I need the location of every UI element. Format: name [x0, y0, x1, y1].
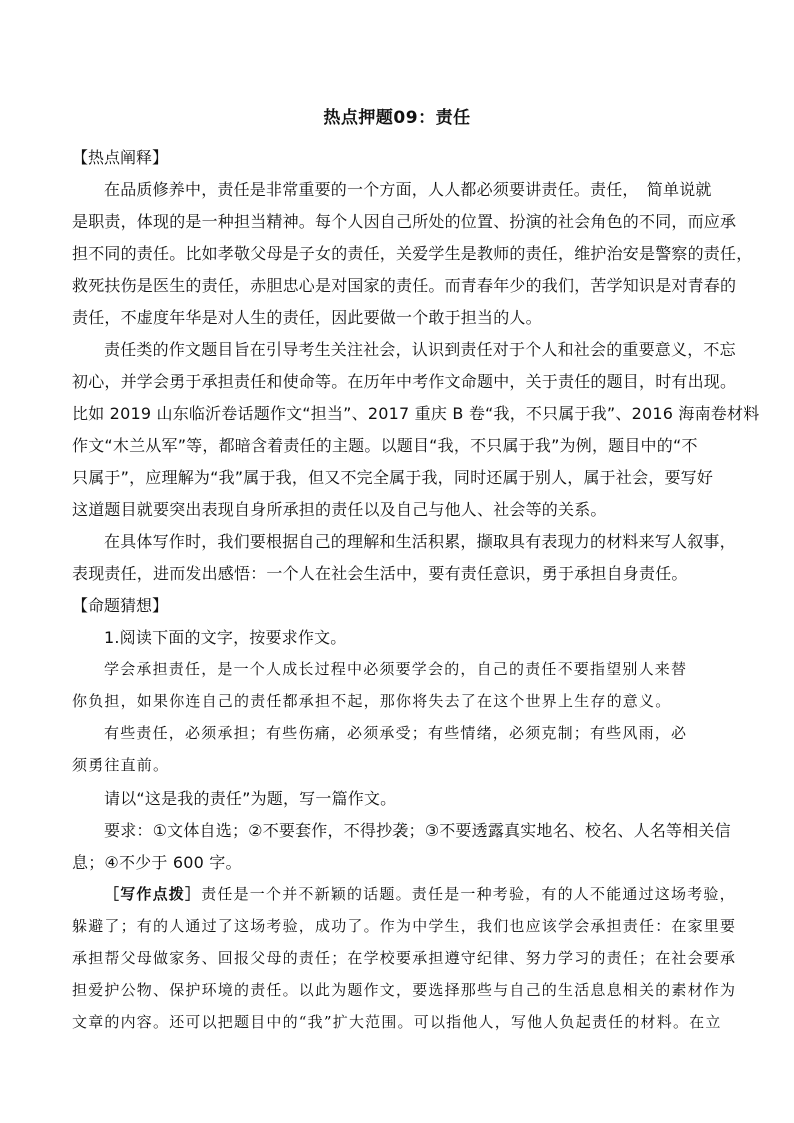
requirements-line: 息；④不少于 600 字。 — [72, 853, 242, 872]
paragraph-line: 是职责，体现的是一种担当精神。每个人因自己所处的位置、扮演的社会角色的不同，而应承 — [72, 212, 737, 231]
paragraph-line: 初心，并学会勇于承担责任和使命等。在历年中考作文命题中，关于责任的题目，时有出现。 — [72, 372, 737, 391]
paragraph-line: 责任类的作文题目旨在引导考生关注社会，认识到责任对于个人和社会的重要意义，不忘 — [104, 340, 736, 359]
paragraph-line: 在品质修养中，责任是非常重要的一个方面，人人都必须要讲责任。责任， 简单说就 — [104, 180, 712, 199]
writing-tips-text: 责任是一个并不新颖的话题。责任是一种考验，有的人不能通过这场考验， — [201, 885, 736, 903]
section-heading-guess: 【命题猜想】 — [72, 596, 169, 615]
writing-tips-line — [104, 883, 736, 904]
writing-tips-line: 文章的内容。还可以把题目中的“我”扩大范围。可以指他人，写他人负起责任的材料。在立 — [72, 1013, 722, 1031]
paragraph-line: 在具体写作时，我们要根据自己的理解和生活积累，撷取具有表现力的材料来写人叙事， — [104, 532, 736, 551]
requirements-line: 要求：①文体自选；②不要套作，不得抄袭；③不要透露真实地名、校名、人名等相关信 — [104, 821, 731, 840]
essay-prompt: 请以“这是我的责任”为题，写一篇作文。 — [104, 789, 397, 808]
question-number: 1.阅读下面的文字，按要求作文。 — [104, 628, 347, 647]
paragraph-line: 比如 2019 山东临沂卷话题作文“担当”、2017 重庆 B 卷“我，不只属于我”、2016 海南卷材料 — [72, 404, 760, 423]
paragraph-line: 这道题目就要突出表现自身所承担的责任以及自己与他人、社会等的关系。 — [72, 500, 607, 519]
paragraph-line: 责任，不虚度年华是对人生的责任，因此要做一个敢于担当的人。 — [72, 308, 542, 327]
writing-tips-line: 躲避了；有的人通过了这场考验，成功了。作为中学生，我们也应该学会承担责任：在家里要 — [72, 917, 737, 935]
paragraph-line: 作文“木兰从军”等，都暗含着责任的主题。以题目“我，不只属于我”为例，题目中的“不 — [72, 436, 698, 455]
material-line: 你负担，如果你连自己的责任都承担不起，那你将失去了在这个世界上生存的意义。 — [72, 692, 672, 710]
material-line: 须勇往直前。 — [72, 756, 170, 774]
paragraph-line: 表现责任，进而发出感悟：一个人在社会生活中，要有责任意识，勇于承担自身责任。 — [72, 564, 688, 583]
writing-tips-label: ［写作点拨］ — [104, 885, 202, 903]
paragraph-line: 只属于”，应理解为“我”属于我，但又不完全属于我，同时还属于别人，属于社会，要写好 — [72, 468, 714, 487]
paragraph-line: 担不同的责任。比如孝敬父母是子女的责任，关爱学生是教师的责任，维护治安是警察的责任， — [72, 244, 753, 263]
writing-tips-line: 担爱护公物、保护环境的责任。以此为题作文，要选择那些与自己的生活息息相关的素材作为 — [72, 981, 737, 999]
paragraph-line: 救死扶伤是医生的责任，赤胆忠心是对国家的责任。而青春年少的我们，苦学知识是对青春的 — [72, 276, 737, 295]
material-line: 有些责任，必须承担；有些伤痛，必须承受；有些情绪，必须克制；有些风雨，必 — [104, 724, 688, 742]
material-line: 学会承担责任，是一个人成长过程中必须要学会的，自己的责任不要指望别人来替 — [104, 660, 688, 678]
section-heading-explain: 【热点阐释】 — [72, 148, 169, 167]
writing-tips-line: 承担帮父母做家务、回报父母的责任；在学校要承担遵守纪律、努力学习的责任；在社会要承 — [72, 949, 737, 967]
page-title: 热点押题09：责任 — [323, 108, 471, 128]
